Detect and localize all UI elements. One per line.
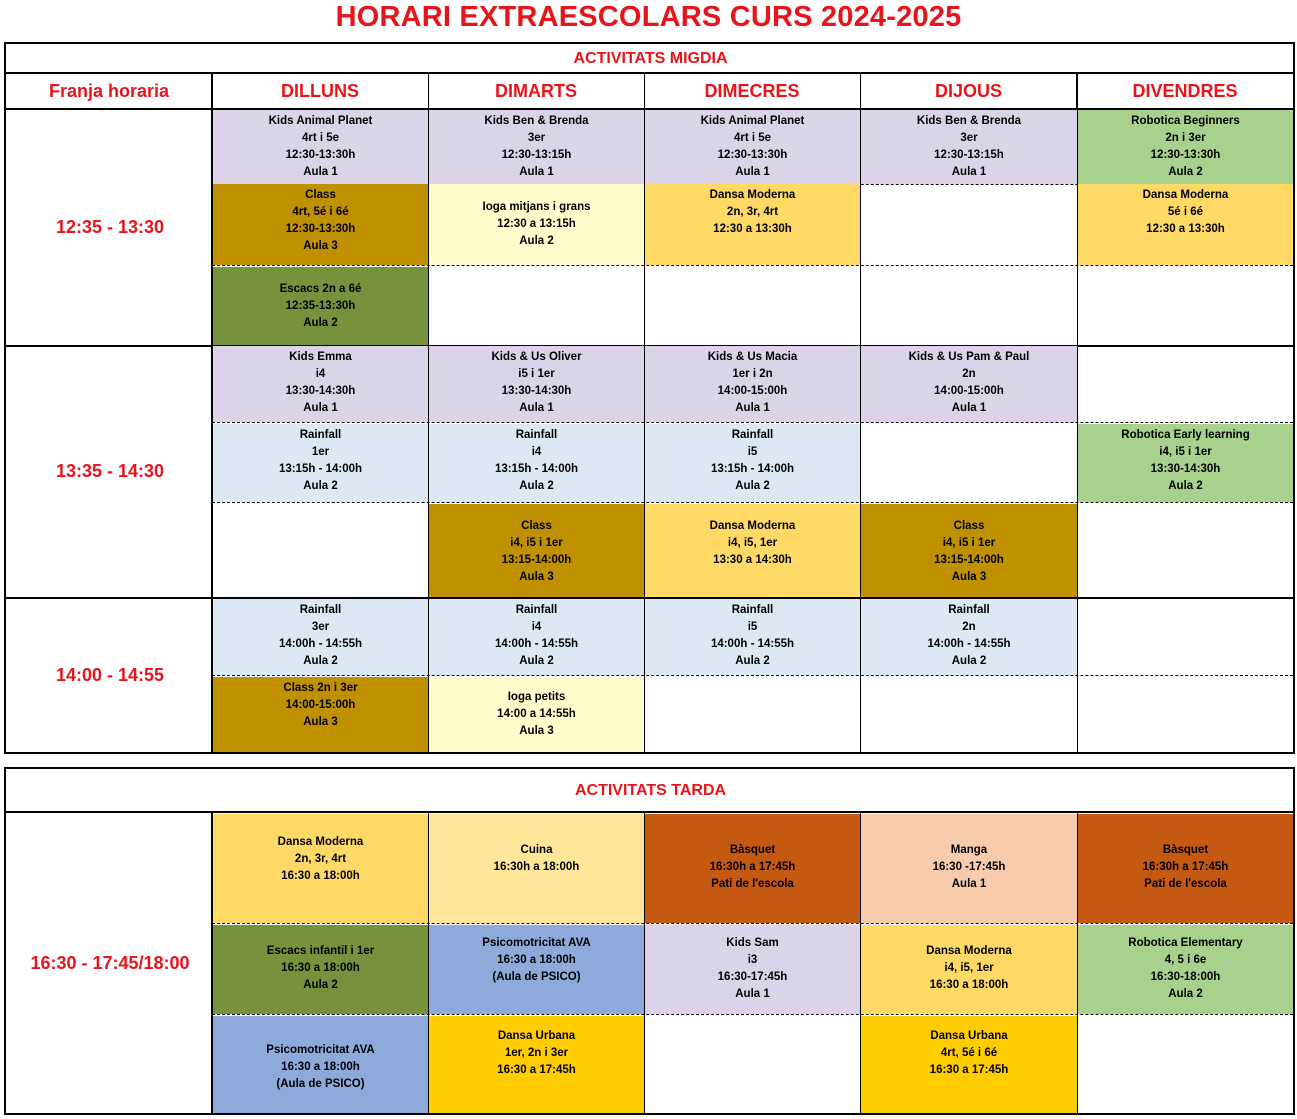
cell-line: Class bbox=[953, 520, 985, 532]
cell-line: 14:00-15:00h bbox=[717, 385, 788, 397]
cell-line: Dansa Moderna bbox=[709, 189, 796, 201]
afternoon-schedule-table bbox=[4, 767, 1295, 1115]
cell-line: Kids Animal Planet bbox=[700, 115, 805, 127]
section-title-migdia: ACTIVITATS MIGDIA bbox=[6, 44, 1295, 74]
cell-line: i5 bbox=[747, 446, 758, 458]
cell-line: 13:30-14:30h bbox=[285, 385, 356, 397]
cell-line: 16:30 a 17:45h bbox=[929, 1064, 1009, 1076]
column-divider bbox=[860, 813, 861, 1113]
column-divider bbox=[211, 74, 213, 752]
cell-line: Aula 1 bbox=[519, 166, 554, 178]
cell-line: Dansa Moderna bbox=[709, 520, 796, 532]
cell-line: Kids Animal Planet bbox=[268, 115, 373, 127]
cell-line: Aula 2 bbox=[951, 655, 987, 667]
cell-line: 13:30-14:30h bbox=[1150, 463, 1221, 475]
cell-line: Kids & Us Oliver bbox=[491, 351, 582, 363]
cell-line: Rainfall bbox=[948, 604, 990, 616]
cell-line: i4 bbox=[315, 368, 326, 380]
activity-cell bbox=[429, 346, 644, 422]
cell-line: Kids & Us Pam & Paul bbox=[908, 351, 1030, 363]
activity-cell bbox=[213, 1016, 428, 1113]
cell-line: Dansa Moderna bbox=[926, 945, 1012, 957]
column-divider bbox=[211, 813, 213, 1113]
cell-line: Robotica Early learning bbox=[1121, 429, 1250, 441]
column-header-day: DIMARTS bbox=[495, 81, 577, 101]
cell-line: 13:30-14:30h bbox=[501, 385, 572, 397]
cell-line: Aula 2 bbox=[519, 480, 554, 492]
cell-line: 16:30 a 18:00h bbox=[929, 979, 1009, 991]
column-divider bbox=[644, 813, 645, 1113]
activity-cell bbox=[429, 267, 644, 345]
cell-line: 1er, 2n i 3er bbox=[504, 1047, 569, 1059]
cell-line: Aula 2 bbox=[303, 979, 338, 991]
cell-line: 2n, 3r, 4rt bbox=[294, 853, 347, 865]
activity-cell bbox=[213, 184, 428, 265]
cell-line: 12:30 a 13:30h bbox=[1146, 223, 1225, 235]
cell-line: Class bbox=[305, 189, 336, 201]
cell-line: Escacs 2n a 6é bbox=[279, 282, 362, 295]
activity-cell bbox=[861, 424, 1077, 502]
activity-cell bbox=[429, 677, 644, 752]
cell-line: Aula 3 bbox=[519, 571, 554, 583]
cell-line: Bàsquet bbox=[1162, 844, 1209, 856]
cell-line: Aula 1 bbox=[303, 402, 338, 414]
column-divider bbox=[428, 74, 429, 108]
cell-line: Aula 2 bbox=[1168, 480, 1203, 492]
cell-line: 14:00 a 14:55h bbox=[497, 708, 576, 720]
column-divider bbox=[428, 813, 429, 1113]
cell-line: 16:30h a 17:45h bbox=[1142, 861, 1229, 873]
column-header-time-slot: Franja horaria bbox=[48, 81, 170, 101]
activity-cell bbox=[429, 504, 644, 597]
page-title: HORARI EXTRAESCOLARS CURS 2024-2025 bbox=[335, 1, 962, 33]
cell-line: 3er bbox=[527, 132, 546, 144]
cell-line: 13:15h - 14:00h bbox=[710, 463, 795, 475]
cell-line: Ioga petits bbox=[507, 691, 566, 703]
midday-schedule-table bbox=[4, 42, 1295, 754]
activity-cell bbox=[861, 504, 1077, 597]
activity-cell bbox=[1078, 814, 1293, 923]
cell-line: 4, 5 i 6e bbox=[1164, 954, 1207, 966]
cell-line: Bàsquet bbox=[729, 844, 776, 856]
activity-cell bbox=[861, 925, 1077, 1014]
cell-line: Aula 3 bbox=[303, 240, 338, 252]
cell-line: Class bbox=[521, 520, 552, 532]
cell-line: 14:00h - 14:55h bbox=[278, 638, 363, 650]
activity-cell bbox=[861, 110, 1077, 184]
cell-line: Rainfall bbox=[515, 604, 558, 616]
cell-line: Dansa Moderna bbox=[1142, 189, 1229, 201]
cell-line: Robotica Elementary bbox=[1128, 937, 1243, 949]
activity-cell bbox=[645, 677, 860, 752]
cell-line: i5 i 1er bbox=[518, 368, 555, 380]
cell-line: 2n bbox=[962, 621, 976, 633]
cell-line: i4, i5, 1er bbox=[727, 537, 778, 549]
activity-cell bbox=[645, 267, 860, 345]
cell-line: (Aula de PSICO) bbox=[276, 1078, 365, 1090]
activity-cell bbox=[429, 814, 644, 923]
activity-cell bbox=[861, 599, 1077, 675]
cell-line: Rainfall bbox=[299, 429, 342, 441]
cell-line: i4 bbox=[531, 446, 542, 458]
cell-line: 4rt i 5e bbox=[733, 132, 772, 144]
cell-line: Aula 1 bbox=[951, 878, 987, 890]
cell-line: Pati de l'escola bbox=[1144, 878, 1227, 890]
cell-line: 16:30h a 17:45h bbox=[709, 861, 796, 873]
cell-line: Kids & Us Macia bbox=[707, 351, 798, 363]
column-divider bbox=[860, 108, 861, 752]
activity-cell bbox=[1078, 677, 1293, 752]
cell-line: 12:30-13:30h bbox=[285, 223, 356, 235]
cell-line: 14:00-15:00h bbox=[285, 699, 356, 711]
activity-cell bbox=[861, 267, 1077, 345]
cell-line: 2n, 3r, 4rt bbox=[726, 206, 779, 218]
cell-line: Class 2n i 3er bbox=[283, 682, 358, 694]
cell-line: 12:30-13:15h bbox=[501, 149, 572, 161]
cell-line: 13:15-14:00h bbox=[934, 554, 1004, 566]
activity-cell bbox=[1078, 110, 1293, 184]
cell-line: 12:30 a 13:30h bbox=[713, 223, 792, 235]
cell-line: Cuina bbox=[520, 844, 553, 856]
cell-line: 13:15-14:00h bbox=[501, 554, 572, 566]
activity-cell bbox=[213, 504, 428, 597]
cell-line: Aula 2 bbox=[519, 235, 554, 247]
cell-line: Rainfall bbox=[299, 604, 342, 616]
activity-cell bbox=[429, 184, 644, 265]
column-divider bbox=[860, 74, 861, 108]
activity-cell bbox=[861, 814, 1077, 923]
column-divider bbox=[1077, 108, 1078, 752]
row-dash-divider bbox=[212, 422, 1293, 423]
section-title-tarda: ACTIVITATS TARDA bbox=[6, 769, 1295, 813]
cell-line: Kids Ben & Brenda bbox=[484, 115, 589, 127]
activity-cell bbox=[645, 925, 860, 1014]
activity-cell bbox=[645, 1016, 860, 1113]
activity-cell bbox=[1078, 1016, 1293, 1113]
cell-line: 4rt i 5e bbox=[301, 132, 340, 144]
cell-line: Aula 2 bbox=[1168, 166, 1203, 178]
activity-cell bbox=[213, 346, 428, 422]
cell-line: Aula 1 bbox=[951, 402, 987, 414]
cell-line: 2n bbox=[962, 368, 976, 380]
cell-line: 12:35-13:30h bbox=[285, 299, 356, 312]
cell-line: 12:30-13:30h bbox=[285, 149, 356, 161]
activity-cell bbox=[1078, 184, 1293, 265]
cell-line: 14:00h - 14:55h bbox=[710, 638, 795, 650]
activity-cell bbox=[1078, 267, 1293, 345]
cell-line: Aula 1 bbox=[735, 166, 770, 178]
cell-line: Aula 1 bbox=[735, 402, 770, 414]
cell-line: 3er bbox=[311, 621, 330, 633]
cell-line: 5é i 6é bbox=[1167, 206, 1204, 218]
cell-line: i4, i5 i 1er bbox=[1159, 446, 1212, 458]
activity-cell bbox=[645, 599, 860, 675]
cell-line: Dansa Urbana bbox=[497, 1030, 576, 1042]
cell-line: 12:30 a 13:15h bbox=[497, 218, 576, 230]
activity-cell bbox=[429, 925, 644, 1014]
row-dash-divider bbox=[212, 923, 1293, 924]
activity-cell bbox=[213, 925, 428, 1014]
column-header-day: DIJOUS bbox=[934, 81, 1003, 101]
activity-cell bbox=[1078, 599, 1293, 675]
cell-line: 14:00h - 14:55h bbox=[494, 638, 579, 650]
activity-cell bbox=[213, 267, 428, 345]
row-dash-divider bbox=[212, 502, 1293, 503]
cell-line: 14:00h - 14:55h bbox=[927, 638, 1011, 650]
cell-line: i5 bbox=[747, 621, 758, 633]
cell-line: Aula 1 bbox=[519, 402, 554, 414]
activity-cell bbox=[645, 346, 860, 422]
activity-cell bbox=[1078, 925, 1293, 1014]
activity-cell bbox=[1078, 346, 1293, 422]
activity-cell bbox=[645, 110, 860, 184]
activity-cell bbox=[213, 110, 428, 184]
cell-line: Aula 3 bbox=[951, 571, 987, 583]
row-dash-divider bbox=[212, 1014, 1293, 1015]
cell-line: Aula 3 bbox=[303, 716, 338, 728]
cell-line: i3 bbox=[747, 954, 758, 966]
time-slot-label: 14:00 - 14:55 bbox=[55, 665, 165, 685]
activity-cell bbox=[429, 424, 644, 502]
cell-line: 14:00-15:00h bbox=[934, 385, 1004, 397]
cell-line: (Aula de PSICO) bbox=[492, 971, 581, 983]
cell-line: Dansa Urbana bbox=[930, 1030, 1008, 1042]
activity-cell bbox=[645, 424, 860, 502]
activity-cell bbox=[429, 110, 644, 184]
activity-cell bbox=[861, 1016, 1077, 1113]
cell-line: Rainfall bbox=[731, 429, 774, 441]
time-slot-label: 13:35 - 14:30 bbox=[55, 461, 165, 481]
cell-line: 4rt, 5é i 6é bbox=[292, 206, 349, 218]
cell-line: Aula 2 bbox=[303, 655, 338, 667]
column-header-day: DIVENDRES bbox=[1132, 81, 1238, 101]
cell-line: 16:30 a 18:00h bbox=[281, 870, 360, 882]
cell-line: 16:30-18:00h bbox=[1150, 971, 1221, 983]
cell-line: Aula 2 bbox=[303, 480, 338, 492]
cell-line: 16:30 a 18:00h bbox=[281, 1061, 360, 1073]
activity-cell bbox=[213, 424, 428, 502]
cell-line: Psicomotricitat AVA bbox=[266, 1044, 375, 1056]
activity-cell bbox=[645, 814, 860, 923]
activity-cell bbox=[1078, 504, 1293, 597]
activity-cell bbox=[861, 346, 1077, 422]
cell-line: Psicomotricitat AVA bbox=[482, 937, 591, 949]
cell-line: i4, i5 i 1er bbox=[510, 537, 563, 549]
cell-line: i4, i5 i 1er bbox=[942, 537, 996, 549]
activity-cell bbox=[645, 504, 860, 597]
cell-line: Kids Emma bbox=[289, 351, 352, 363]
column-header-day: DILLUNS bbox=[281, 81, 359, 101]
cell-line: 12:30-13:30h bbox=[717, 149, 788, 161]
cell-line: Aula 2 bbox=[735, 480, 770, 492]
cell-line: Escacs infantil i 1er bbox=[266, 945, 375, 957]
cell-line: 13:15h - 14:00h bbox=[278, 463, 363, 475]
activity-cell bbox=[213, 599, 428, 675]
activity-cell bbox=[213, 814, 428, 923]
cell-line: 3er bbox=[960, 132, 978, 144]
column-divider bbox=[644, 108, 645, 752]
cell-line: Aula 3 bbox=[519, 725, 554, 737]
column-divider bbox=[1076, 74, 1078, 108]
cell-line: 16:30 a 18:00h bbox=[281, 962, 360, 974]
cell-line: Pati de l'escola bbox=[711, 878, 794, 890]
activity-cell bbox=[645, 184, 860, 265]
cell-line: Aula 2 bbox=[519, 655, 554, 667]
cell-line: Rainfall bbox=[731, 604, 774, 616]
time-slot-label: 12:35 - 13:30 bbox=[55, 217, 165, 237]
cell-line: i4, i5, 1er bbox=[944, 962, 994, 974]
time-slot-label: 16:30 - 17:45/18:00 bbox=[30, 952, 190, 973]
cell-line: 16:30h a 18:00h bbox=[493, 861, 580, 873]
cell-line: 4rt, 5é i 6é bbox=[940, 1047, 998, 1059]
cell-line: Rainfall bbox=[515, 429, 558, 441]
activity-cell bbox=[861, 677, 1077, 752]
cell-line: i4 bbox=[531, 621, 542, 633]
column-divider bbox=[428, 108, 429, 752]
cell-line: Aula 2 bbox=[1168, 988, 1203, 1000]
cell-line: 1er bbox=[311, 446, 330, 458]
cell-line: Aula 1 bbox=[303, 166, 338, 178]
cell-line: 12:30-13:15h bbox=[934, 149, 1004, 161]
column-divider bbox=[644, 74, 645, 108]
cell-line: 16:30 a 18:00h bbox=[497, 954, 576, 966]
activity-cell bbox=[213, 677, 428, 752]
cell-line: Dansa Moderna bbox=[277, 836, 364, 848]
cell-line: Aula 1 bbox=[735, 988, 770, 1000]
cell-line: 13:15h - 14:00h bbox=[494, 463, 579, 475]
cell-line: 13:30 a 14:30h bbox=[713, 554, 792, 566]
cell-line: Aula 2 bbox=[735, 655, 770, 667]
cell-line: 16:30 -17:45h bbox=[932, 861, 1006, 873]
cell-line: Kids Ben & Brenda bbox=[916, 115, 1022, 127]
activity-cell bbox=[861, 184, 1077, 265]
column-header-day: DIMECRES bbox=[704, 81, 800, 101]
cell-line: 2n i 3er bbox=[1165, 132, 1206, 144]
cell-line: Robotica Beginners bbox=[1131, 115, 1240, 127]
cell-line: 1er i 2n bbox=[732, 368, 773, 380]
cell-line: 12:30-13:30h bbox=[1150, 149, 1221, 161]
cell-line: Aula 2 bbox=[303, 316, 338, 329]
activity-cell bbox=[429, 1016, 644, 1113]
activity-cell bbox=[429, 599, 644, 675]
cell-line: Ioga mitjans i grans bbox=[482, 201, 591, 213]
row-dash-divider bbox=[212, 265, 1293, 266]
cell-line: 16:30 a 17:45h bbox=[497, 1064, 576, 1076]
row-dash-divider bbox=[212, 675, 1293, 676]
cell-line: Kids Sam bbox=[726, 937, 779, 949]
cell-line: Manga bbox=[950, 844, 988, 856]
column-divider bbox=[1077, 813, 1078, 1113]
activity-cell bbox=[1078, 424, 1293, 502]
cell-line: 16:30-17:45h bbox=[717, 971, 788, 983]
cell-line: Aula 1 bbox=[951, 166, 987, 178]
